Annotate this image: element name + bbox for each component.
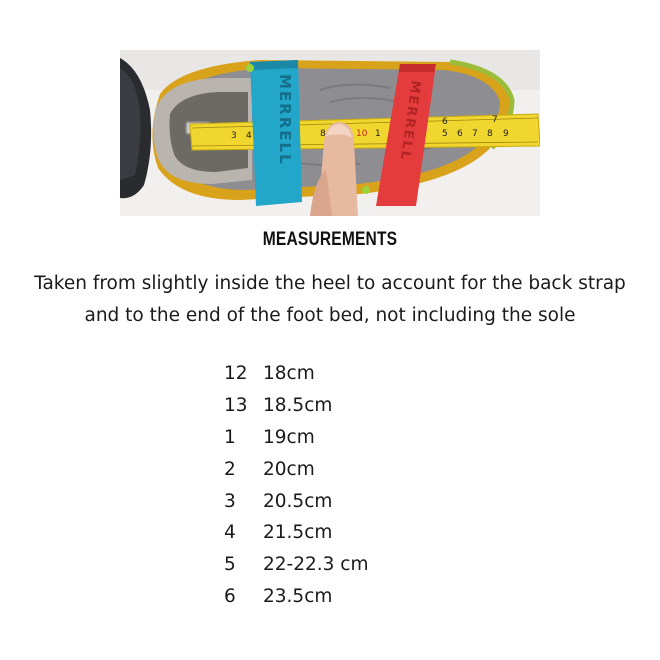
length-value: 18.5cm [263, 395, 333, 417]
sandal-measurement-photo [120, 50, 540, 216]
svg-text:6: 6 [442, 117, 448, 127]
size-value: 2 [224, 458, 236, 480]
page-title: MEASUREMENTS [262, 229, 398, 250]
length-value: 18cm [263, 363, 315, 385]
svg-text:10: 10 [356, 129, 368, 139]
size-row [224, 358, 368, 390]
length-value: 20cm [263, 458, 315, 480]
size-chart [224, 358, 368, 612]
svg-text:MERRELL: MERRELL [276, 74, 294, 166]
description-line-1: Taken from slightly inside the heel to account for the back strap [34, 273, 626, 294]
length-value: 21.5cm [263, 522, 333, 544]
description-line-2: and to the end of the foot bed, not including the sole [84, 305, 576, 326]
size-value: 13 [224, 395, 248, 417]
length-value: 22-22.3 cm [263, 554, 369, 576]
length-value: 20.5cm [263, 490, 333, 512]
size-row [224, 549, 368, 581]
svg-text:9: 9 [503, 129, 509, 139]
blue-strap [250, 60, 302, 206]
size-value: 12 [224, 363, 248, 385]
svg-text:6: 6 [457, 129, 463, 139]
size-row [224, 517, 368, 549]
size-value: 1 [224, 426, 236, 448]
size-value: 3 [224, 490, 236, 512]
svg-text:1: 1 [375, 129, 381, 139]
size-value: 4 [224, 522, 236, 544]
svg-text:MERRELL: MERRELL [396, 79, 423, 163]
svg-text:3: 3 [231, 131, 237, 141]
size-row [224, 485, 368, 517]
svg-text:7: 7 [472, 129, 478, 139]
svg-text:4: 4 [246, 131, 252, 141]
svg-text:5: 5 [442, 129, 448, 139]
size-row [224, 453, 368, 485]
svg-text:7: 7 [492, 115, 498, 125]
svg-text:8: 8 [487, 129, 493, 139]
size-row [224, 422, 368, 454]
size-value: 6 [224, 585, 236, 607]
length-value: 23.5cm [263, 585, 333, 607]
svg-text:8: 8 [320, 129, 326, 139]
size-row [224, 390, 368, 422]
length-value: 19cm [263, 426, 315, 448]
size-value: 5 [224, 554, 236, 576]
size-row [224, 581, 368, 613]
